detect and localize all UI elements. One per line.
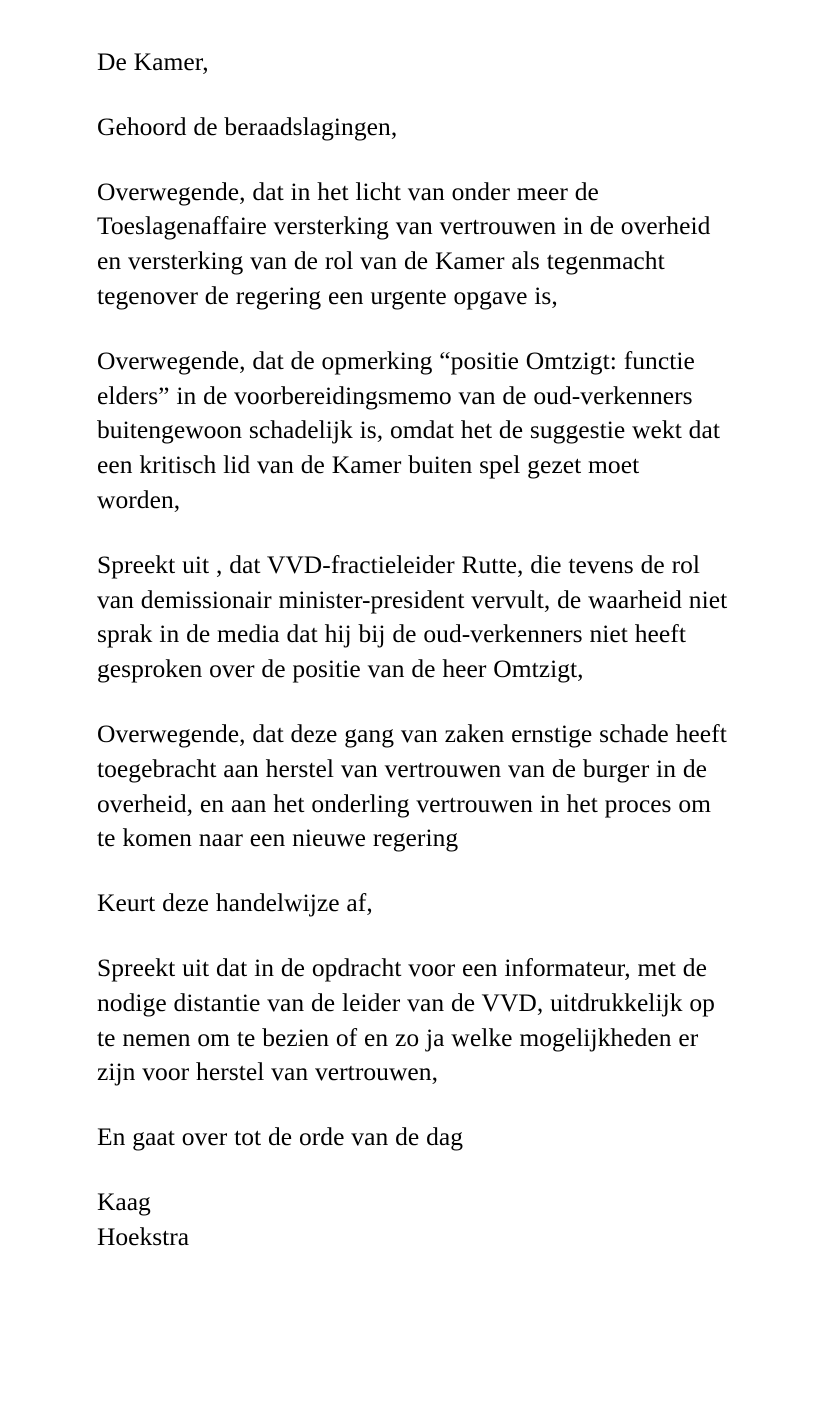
signature-block [97,1185,729,1255]
paragraph-considering-damage-trust: Overwegende, dat deze gang van zaken ernstige schade heeft toegebracht aan herstel van vertrouwen van de burger in de overheid, en aan het onderling vertrouwen in het proces om te komen naar een nieuwe regering [97,718,734,853]
paragraph-considering-omtzigt-memo: Overwegende, dat de opmerking “positie Omtzigt: functie elders” in de voorbereidingsmemo van de oud-verkenners buitengewoon schadelijk is, omdat het de suggestie wekt dat een kritisch lid van de Kamer buiten spel gezet moet worden, [97,345,727,514]
signatory-hoekstra: Hoekstra [97,1221,190,1251]
paragraph-order-of-the-day: En gaat over tot de orde van de dag [97,1122,464,1152]
signatory-kaag: Kaag [97,1186,151,1216]
paragraph-opening-address: De Kamer, [97,47,209,76]
paragraph-declares-rutte-untruth: Spreekt uit , dat VVD-fractieleider Rutte, die tevens de rol van demissionair minister-president vervult, de waarheid niet sprak in de media dat hij bij de oud-verkenners niet heeft gesproken over de positie van de heer Omtzigt, [97,549,735,684]
paragraph-heard-deliberations: Gehoord de beraadslagingen, [97,111,398,141]
paragraph-considering-toeslagenaffaire: Overwegende, dat in het licht van onder meer de Toeslagenaffaire versterking van vertrouwen in de overheid en versterking van de rol van de Kamer als tegenmacht tegenover de regering een urgente opgave is, [97,176,718,310]
paragraph-disapproves-conduct: Keurt deze handelwijze af, [97,888,373,918]
paragraph-declares-informateur-assignment: Spreekt uit dat in de opdracht voor een informateur, met de nodige distantie van de leider van de VVD, uitdrukkelijk op te nemen om te bezien of en zo ja welke mogelijkheden er zijn voor herstel van vertrouwen, [97,952,722,1087]
document-body [97,45,735,1255]
